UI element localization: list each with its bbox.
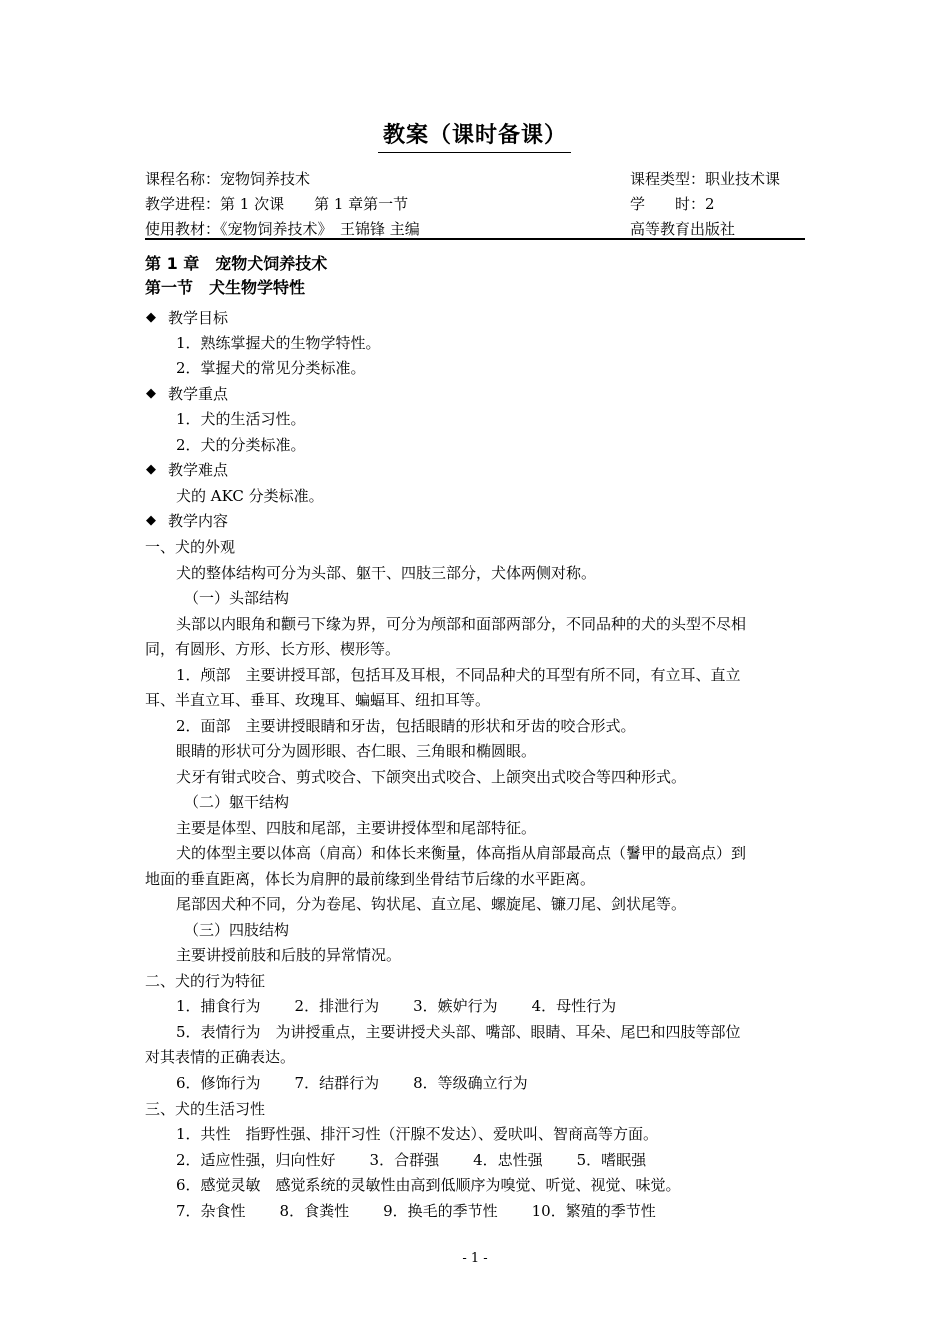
header-row-1 xyxy=(145,168,805,190)
objective-item: 2．掌握犬的常见分类标准。 xyxy=(176,359,366,377)
course-type: 课程类型：职业技术课 xyxy=(630,170,781,188)
key-point-item: 2．犬的分类标准。 xyxy=(176,436,306,454)
part1-heading: 一、犬的外观 xyxy=(145,538,236,556)
behavior-item: 1．捕食行为 xyxy=(176,997,261,1015)
diamond-bullet-icon: ◆ xyxy=(146,513,156,528)
key-points-heading: 教学重点 xyxy=(168,385,229,403)
behavior-row xyxy=(176,1072,528,1094)
content-heading: 教学内容 xyxy=(168,512,229,530)
habit-item: 5．嗜眠强 xyxy=(576,1151,647,1169)
paragraph-cont: 耳、半直立耳、垂耳、玫瑰耳、蝙蝠耳、纽扣耳等。 xyxy=(145,691,491,709)
part3-heading: 三、犬的生活习性 xyxy=(145,1100,266,1118)
behavior-item: 2．排泄行为 xyxy=(294,997,380,1015)
difficulty-item: 犬的 AKC 分类标准。 xyxy=(176,487,324,505)
habit-item: 7．杂食性 xyxy=(176,1202,246,1220)
behavior-item: 7．结群行为 xyxy=(294,1074,380,1092)
section-title: 第一节 犬生物学特性 xyxy=(145,278,306,297)
header-divider xyxy=(145,238,805,240)
paragraph: 2．面部 主要讲授眼睛和牙齿，包括眼睛的形状和牙齿的咬合形式。 xyxy=(176,717,636,735)
behavior-item: 8．等级确立行为 xyxy=(413,1074,528,1092)
paragraph: 眼睛的形状可分为圆形眼、杏仁眼、三角眼和椭圆眼。 xyxy=(176,742,537,760)
paragraph: 犬的体型主要以体高（肩高）和体长来衡量，体高指从肩部最高点（鬐甲的最高点）到 xyxy=(176,844,747,862)
habit-item: 8．食粪性 xyxy=(279,1202,350,1220)
objective-item: 1．熟练掌握犬的生物学特性。 xyxy=(176,334,381,352)
habit-row xyxy=(176,1149,646,1171)
part2-heading: 二、犬的行为特征 xyxy=(145,972,266,990)
objectives-heading: 教学目标 xyxy=(168,309,229,327)
class-hours: 学 时：2 xyxy=(630,195,715,213)
habit-item: 2．适应性强，归向性好 xyxy=(176,1151,336,1169)
difficulties-heading: 教学难点 xyxy=(168,461,229,479)
habit-row xyxy=(176,1200,656,1222)
paragraph: 6．感觉灵敏 感觉系统的灵敏性由高到低顺序为嗅觉、听觉、视觉、味觉。 xyxy=(176,1176,681,1194)
subheading: （二）躯干结构 xyxy=(184,793,290,811)
paragraph: 1．共性 指野性强、排汗习性（汗腺不发达）、爱吠叫、智商高等方面。 xyxy=(176,1125,659,1143)
subheading: （一）头部结构 xyxy=(184,589,290,607)
paragraph-cont: 对其表情的正确表达。 xyxy=(145,1048,296,1066)
behavior-row xyxy=(176,995,616,1017)
habit-item: 3．合群强 xyxy=(369,1151,440,1169)
paragraph: 主要讲授前肢和后肢的异常情况。 xyxy=(176,946,402,964)
paragraph: 5．表情行为 为讲授重点，主要讲授犬头部、嘴部、眼睛、耳朵、尾巴和四肢等部位 xyxy=(176,1023,741,1041)
paragraph: 主要是体型、四肢和尾部，主要讲授体型和尾部特征。 xyxy=(176,819,537,837)
paragraph-cont: 同，有圆形、方形、长方形、楔形等。 xyxy=(145,640,401,658)
diamond-bullet-icon: ◆ xyxy=(146,310,156,325)
paragraph: 头部以内眼角和颧弓下缘为界，可分为颅部和面部两部分，不同品种的犬的头型不尽相 xyxy=(176,615,747,633)
diamond-bullet-icon: ◆ xyxy=(146,462,156,477)
paragraph-cont: 地面的垂直距离，体长为肩胛的最前缘到坐骨结节后缘的水平距离。 xyxy=(145,870,596,888)
header-row-2 xyxy=(145,193,805,215)
textbook: 使用教材：《宠物饲养技术》 王锦锋 主编 xyxy=(145,220,420,238)
page-number: - 1 - xyxy=(462,1251,488,1266)
paragraph: 犬牙有钳式咬合、剪式咬合、下颌突出式咬合、上颌突出式咬合等四种形式。 xyxy=(176,768,687,786)
page-title: 教案（课时备课） xyxy=(382,123,567,148)
subheading: （三）四肢结构 xyxy=(184,921,290,939)
habit-item: 9．换毛的季节性 xyxy=(383,1202,498,1220)
header-row-3 xyxy=(145,218,805,240)
chapter-title: 第 1 章 宠物犬饲养技术 xyxy=(145,254,328,273)
paragraph: 尾部因犬种不同，分为卷尾、钩状尾、直立尾、螺旋尾、镰刀尾、剑状尾等。 xyxy=(176,895,687,913)
behavior-item: 4．母性行为 xyxy=(531,997,617,1015)
title-underline xyxy=(378,152,571,153)
paragraph: 1．颅部 主要讲授耳部，包括耳及耳根，不同品种犬的耳型有所不同，有立耳、直立 xyxy=(176,666,741,684)
habit-item: 4．忠性强 xyxy=(473,1151,543,1169)
key-point-item: 1．犬的生活习性。 xyxy=(176,410,306,428)
habit-item: 10．繁殖的季节性 xyxy=(531,1202,656,1220)
diamond-bullet-icon: ◆ xyxy=(146,386,156,401)
behavior-item: 6．修饰行为 xyxy=(176,1074,261,1092)
behavior-item: 3．嫉妒行为 xyxy=(413,997,498,1015)
teaching-progress: 教学进程：第 1 次课 第 1 章第一节 xyxy=(145,195,409,213)
publisher: 高等教育出版社 xyxy=(630,220,736,238)
paragraph: 犬的整体结构可分为头部、躯干、四肢三部分，犬体两侧对称。 xyxy=(176,564,597,582)
course-name: 课程名称：宠物饲养技术 xyxy=(145,170,311,188)
